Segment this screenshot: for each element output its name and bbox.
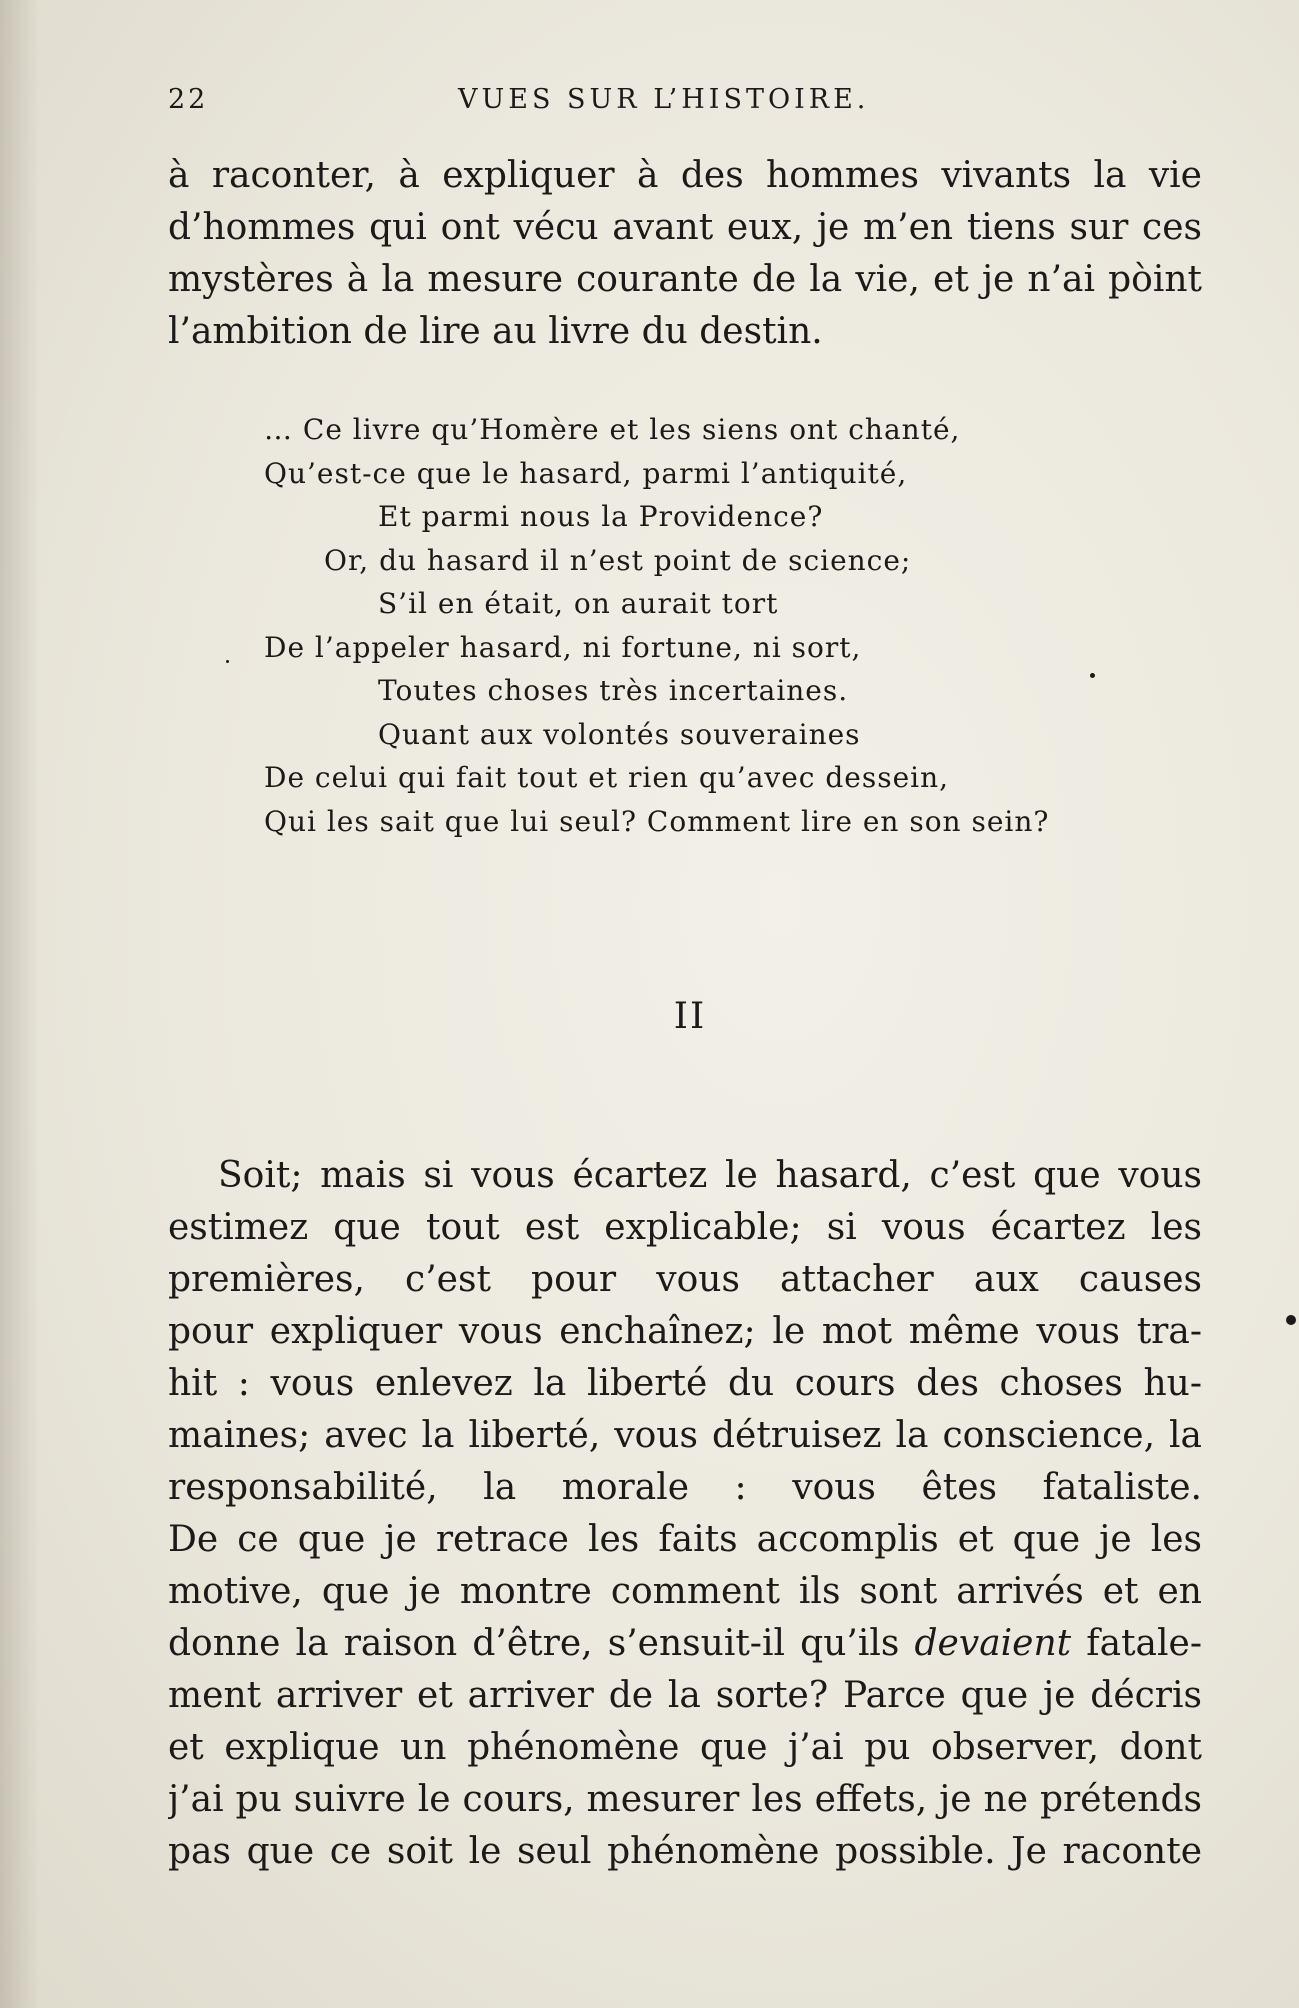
paragraph-line: hit : vous enlevez la liberté du cours des choses hu-	[168, 1363, 1202, 1404]
paragraph-line: Soit; mais si vous écartez le hasard, c’est que vous	[218, 1155, 1202, 1196]
paragraph-line: j’ai pu suivre le cours, mesurer les effets, je ne prétends	[168, 1779, 1202, 1820]
paragraph	[168, 1150, 1202, 1878]
verse-quotation	[264, 408, 1049, 843]
paragraph-line: d’hommes qui ont vécu avant eux, je m’en tiens sur ces	[168, 207, 1202, 248]
line-text: donne la raison d’être, s’ensuit-il qu’ils	[168, 1623, 900, 1664]
paragraph-line: maines; avec la liberté, vous détruisez la conscience, la	[168, 1415, 1202, 1456]
ink-speck	[226, 660, 229, 663]
verse-line: De celui qui fait tout et rien qu’avec dessein,	[264, 761, 950, 794]
paragraph-line: mystères à la mesure courante de la vie, et je n’ai pòint	[168, 259, 1202, 300]
paragraph-line: l’ambition de lire au livre du destin.	[168, 311, 823, 352]
ink-speck	[1286, 1315, 1296, 1325]
paragraph-line: motive, que je montre comment ils sont arrivés et en	[168, 1571, 1202, 1612]
verse-line: De l’appeler hasard, ni fortune, ni sort,	[264, 630, 862, 664]
paragraph-line: responsabilité, la morale : vous êtes fataliste.	[168, 1467, 1202, 1508]
paragraph-line-with-italic	[168, 1618, 1202, 1670]
paragraph-line: à raconter, à expliquer à des hommes vivants la vie	[168, 155, 1202, 196]
paragraph-continued	[168, 150, 1202, 358]
paragraph-line: ment arriver et arriver de la sorte? Parce que je décris	[168, 1675, 1202, 1716]
section-heading: II	[673, 996, 707, 1037]
verse-line: Qu’est-ce que le hasard, parmi l’antiquité,	[264, 456, 908, 490]
paragraph-line: pour expliquer vous enchaînez; le mot même vous tra-	[168, 1311, 1202, 1352]
verse-line: Quant aux volontés souveraines	[378, 717, 861, 751]
paragraph-line: et explique un phénomène que j’ai pu observer, dont	[168, 1727, 1202, 1768]
verse-line: Toutes choses très incertaines.	[378, 674, 849, 707]
paragraph-line: De ce que je retrace les faits accomplis et que je les	[168, 1519, 1202, 1560]
page-number: 22	[168, 84, 209, 115]
running-head	[168, 84, 1208, 124]
paragraph-line: premières, c’est pour vous attacher aux causes	[168, 1259, 1202, 1300]
line-text-tail: fatale-	[1086, 1623, 1202, 1664]
italic-word: devaient	[914, 1623, 1072, 1664]
verse-line: … Ce livre qu’Homère et les siens ont chanté,	[264, 413, 961, 446]
running-title: VUES SUR L’HISTOIRE.	[458, 84, 870, 115]
verse-line: Or, du hasard il n’est point de science;	[324, 543, 912, 577]
verse-line: Et parmi nous la Providence?	[378, 500, 824, 533]
paragraph-line: pas que ce soit le seul phénomène possible. Je raconte	[168, 1831, 1202, 1872]
paragraph-line: estimez que tout est explicable; si vous écartez les	[168, 1207, 1202, 1248]
ink-speck	[1090, 673, 1095, 678]
verse-line: Qui les sait que lui seul? Comment lire en son sein?	[264, 804, 1050, 838]
verse-line: S’il en était, on aurait tort	[378, 587, 779, 620]
